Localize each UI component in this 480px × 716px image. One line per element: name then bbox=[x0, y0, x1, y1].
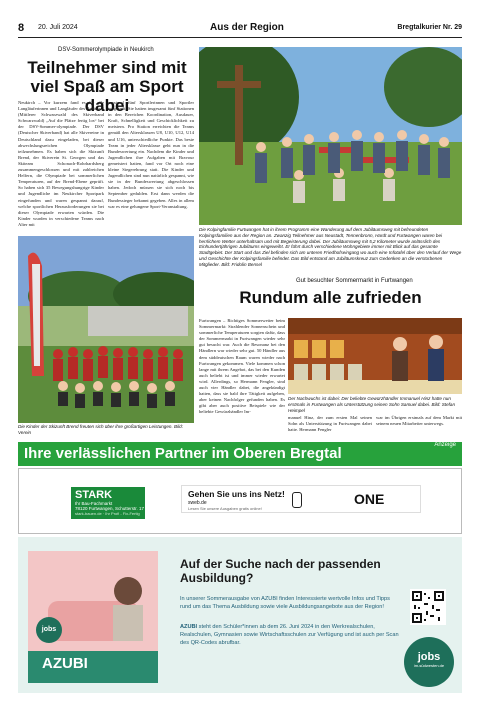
page-header bbox=[18, 22, 462, 38]
jobs-logo-main: jobs bbox=[417, 651, 441, 663]
banner-text: Ihre verlässlichen Partner im Oberen Bregtal bbox=[24, 445, 342, 462]
article1-photo-caption: Die Kinder der Skizunft Brend freuten sich über ihre großartigen Leistungen. Bild: Verein bbox=[18, 424, 183, 435]
stark-address: 78120 Furtwangen, Schutterstr. 17 bbox=[75, 506, 145, 511]
skizunft-team-photo bbox=[18, 236, 194, 423]
article2-text-col1: Furtwangen – Richtiges Sommerwetter beim Sommermarkt: Strahlender Sonnenschein und sommerliche Temperaturen sorgten dafür, dass der Sommermarkt in Furtwangen wieder sehr gut besucht war. Auch die Resonanz bei den Händlern war wieder sehr gut. 50 Händler aus dem süddeutschen Raum waren wieder nach Furtwangen gekommen. Viele kommen schon lange mit ihrem Angebot, das bei den Kunden auch beliebt ist und immer wieder erwartet wird. Allerdings, so Hermann Fengler, sind auch vier Händler dabei, die angekündigt hatten, dass sie bald ihre Tätigkeit aufgeben, aber keinen Nachfolger gefunden haben. Es gibt aber auch positive Beispiele wie der beliebte Gewürzhändler Im- bbox=[199, 318, 285, 415]
article2-kicker: Gut besuchter Sommermarkt in Furtwangen bbox=[296, 278, 413, 284]
article1-text-col1: Neukirch – Vor kurzem fand es für alle Langläuferinnen und Langläufer des Bezirks 3 (Mittlerer Schwarzwald des Skiverband Schwarzwald) „Auf die Plätze fertig los“ bei der DSV-Sommer-olympiade. Der DSV (Deutscher Skiverband) hat alle Skivereine in Deutschland dazu eingeladen, bei dieser abwechslungsreichen Olympiade teilzunehmen. Es haben sich die Skizunft Brend, der Skiverein St. Georgen und das Skiteam Schonach-Rohrhardsberg zusammengeschlossen und mit zahlreichen Helfern, die Olympiade bei sommerlichen Temperaturen, auf der Brend-Ebene geprüft. So haben sich 35 Bewegungshungrige Kinder und Jugendliche im Neukircher Sportpark eingefunden und waren gespannt darauf, welche sportlichen Herausforderungen sie bei dieser Olympiade erwarten würden. Die Kinder wurden in verschiedene Teams nach Alter mit bbox=[18, 100, 104, 227]
article2-photo-caption: Der Nachwuchs ist dabei: Der beliebte Gewürzhändler Immanuel Hinz hatte nun erstmals in Furtwangen als Unterstützung seinen Sohn Samuel dabei. Bild: Stefan Heimpel bbox=[288, 396, 456, 413]
section-title: Aus der Region bbox=[210, 22, 284, 33]
stark-ad[interactable]: STARK Ihr Bau-Fachmarkt 78120 Furtwangen, Schutterstr. 17 stark-bauen.de · Ihr Profi - Fix-Fertig bbox=[71, 487, 145, 519]
article2-text-col3: war im Übrigen erstmals auf dem Markt mit seinem neuen Mitarbeiter unterwegs. bbox=[376, 415, 462, 427]
jobs-text-2: AZUBI steht den Schüler*innen ab dem 26. Juni 2024 in den Werkrealschulen, Realschulen, Gymnasien sowie Wirtschaftsschulen zur Verfügung und ist auch per Scan des QR-Codes abrufbar. bbox=[180, 624, 399, 646]
gewuerzhaendler-photo bbox=[288, 318, 462, 394]
sweb-domain: sweb.de bbox=[188, 500, 207, 506]
ad-row bbox=[18, 468, 462, 534]
jobs-headline: Auf der Suche nach der passenden Ausbildung? bbox=[180, 557, 381, 585]
publication-name: Bregtalkurier Nr. 29 bbox=[397, 24, 462, 31]
page-number: 8 bbox=[18, 22, 25, 34]
jobs-im-suedwesten-logo bbox=[404, 637, 454, 687]
one-logo: ONE bbox=[354, 491, 385, 507]
issue-date: 20. Juli 2024 bbox=[38, 24, 78, 31]
sweb-note: Lesen Sie unsere Ausgaben gratis online! bbox=[188, 506, 262, 511]
jobs-logo-small: jobs bbox=[36, 617, 62, 643]
sweb-headline: Gehen Sie uns ins Netz! bbox=[188, 489, 285, 499]
azubi-title: AZUBI bbox=[42, 655, 88, 672]
jobs-ad[interactable] bbox=[18, 537, 462, 693]
stark-sub: Ihr Bau-Fachmarkt bbox=[75, 501, 113, 506]
jobs-logo-sub: im-südwesten.de bbox=[413, 663, 445, 668]
azubi-magazine-cover bbox=[28, 551, 158, 683]
stark-contact: Ihr Profi - Fix-Fertig bbox=[105, 511, 140, 516]
stark-web: stark-bauen.de bbox=[75, 511, 102, 516]
jobs-text-1: In unserer Sommerausgabe von AZUBI finden Interessierte wertvolle Infos und Tipps rund um das Thema Ausbildung sowie viele Ausbildungsangebote aus der Region! bbox=[180, 596, 390, 610]
article1-headline: Teilnehmer sind mit viel Spaß am Sport dabei bbox=[27, 58, 187, 115]
article1-text-col2: maximal fünf Sportlerinnen und Sportler aufgeteilt. Sie hatten insgesamt fünf Stationen in den Bereichen Koordination, Ausdauer, Kraft, Schnelligkeit und Geschicklichkeit zu meistern. Pro Station erreichten die Teams gemäß den Altersklassen U8, U10, U12, U14 und U16, unterschiedliche Punkte. Das beste Team in jeder Altersklasse geht nun in die Bundeswertung ein. Nachdem die Kinder und Jugendlichen ihre Aufgaben mit Bravour gemeistert hatten, fand vor Ort noch eine kleine Siegerehrung statt. Die Kinder und Jugendlichen sind nun natürlich gespannt, wie sie in der Bundeswertung abgeschlossen haben. Jedoch müssen sie sich noch bis September gedulden. Erst dann werden die Bundessieger bekannt gegeben. Alles in allem war es eine gelungene Sport-Veranstaltung. bbox=[108, 100, 194, 209]
kolping-group-photo bbox=[199, 47, 462, 225]
article2-headline: Rundum alle zufrieden bbox=[239, 288, 422, 307]
article1-kicker: DSV-Sommerolympiade in Neukirch bbox=[58, 47, 154, 53]
stark-brand: STARK bbox=[75, 489, 113, 501]
ad-tag: Anzeige bbox=[434, 442, 456, 448]
hand-pointer-icon bbox=[292, 492, 302, 508]
partner-banner bbox=[18, 442, 462, 466]
kolping-photo-caption: Die Kolpingfamilie Furtwangen hat in ihrem Programm eine Wanderung auf dem Jubiläumsweg mit befreundeten Kolpingsfamilien aus der Region an. Zwanzig Teilnehmer aus Neustadt, Tennenbronn, Hardt und Furtwangen waren bei herrlichem Wetter unterhaltsam und mit Begeisterung dabei. Der Jubiläumsweg mit 5,2 Kilometer wurde anlässlich des Einhundertjährigen Jubiläums eingeweiht. Er führt durch verschiedene Wohngebiete immer mit Blick auf das gesamte Stadtgebiet. Der Start und das Ziel befinden sich am unteren Friedhofseingang wo auch eine Infotafel über den Verlauf der Wege und Geschichte der Kolpingsfamilie befindet. Das Bild entstand am Jubiläumskreuz zum Gedenken an die verstorbenen Mitglieder. Bild: Fridolin Bensel bbox=[199, 227, 462, 267]
sweb-ad[interactable] bbox=[181, 485, 421, 513]
article2-text-col2: manuel Hinz, der zum ersten Mal seinen Sohn als Unterstützung in Furtwangen dabei hatte. Hermann Fengler bbox=[288, 415, 372, 433]
qr-code-icon[interactable] bbox=[410, 589, 446, 625]
